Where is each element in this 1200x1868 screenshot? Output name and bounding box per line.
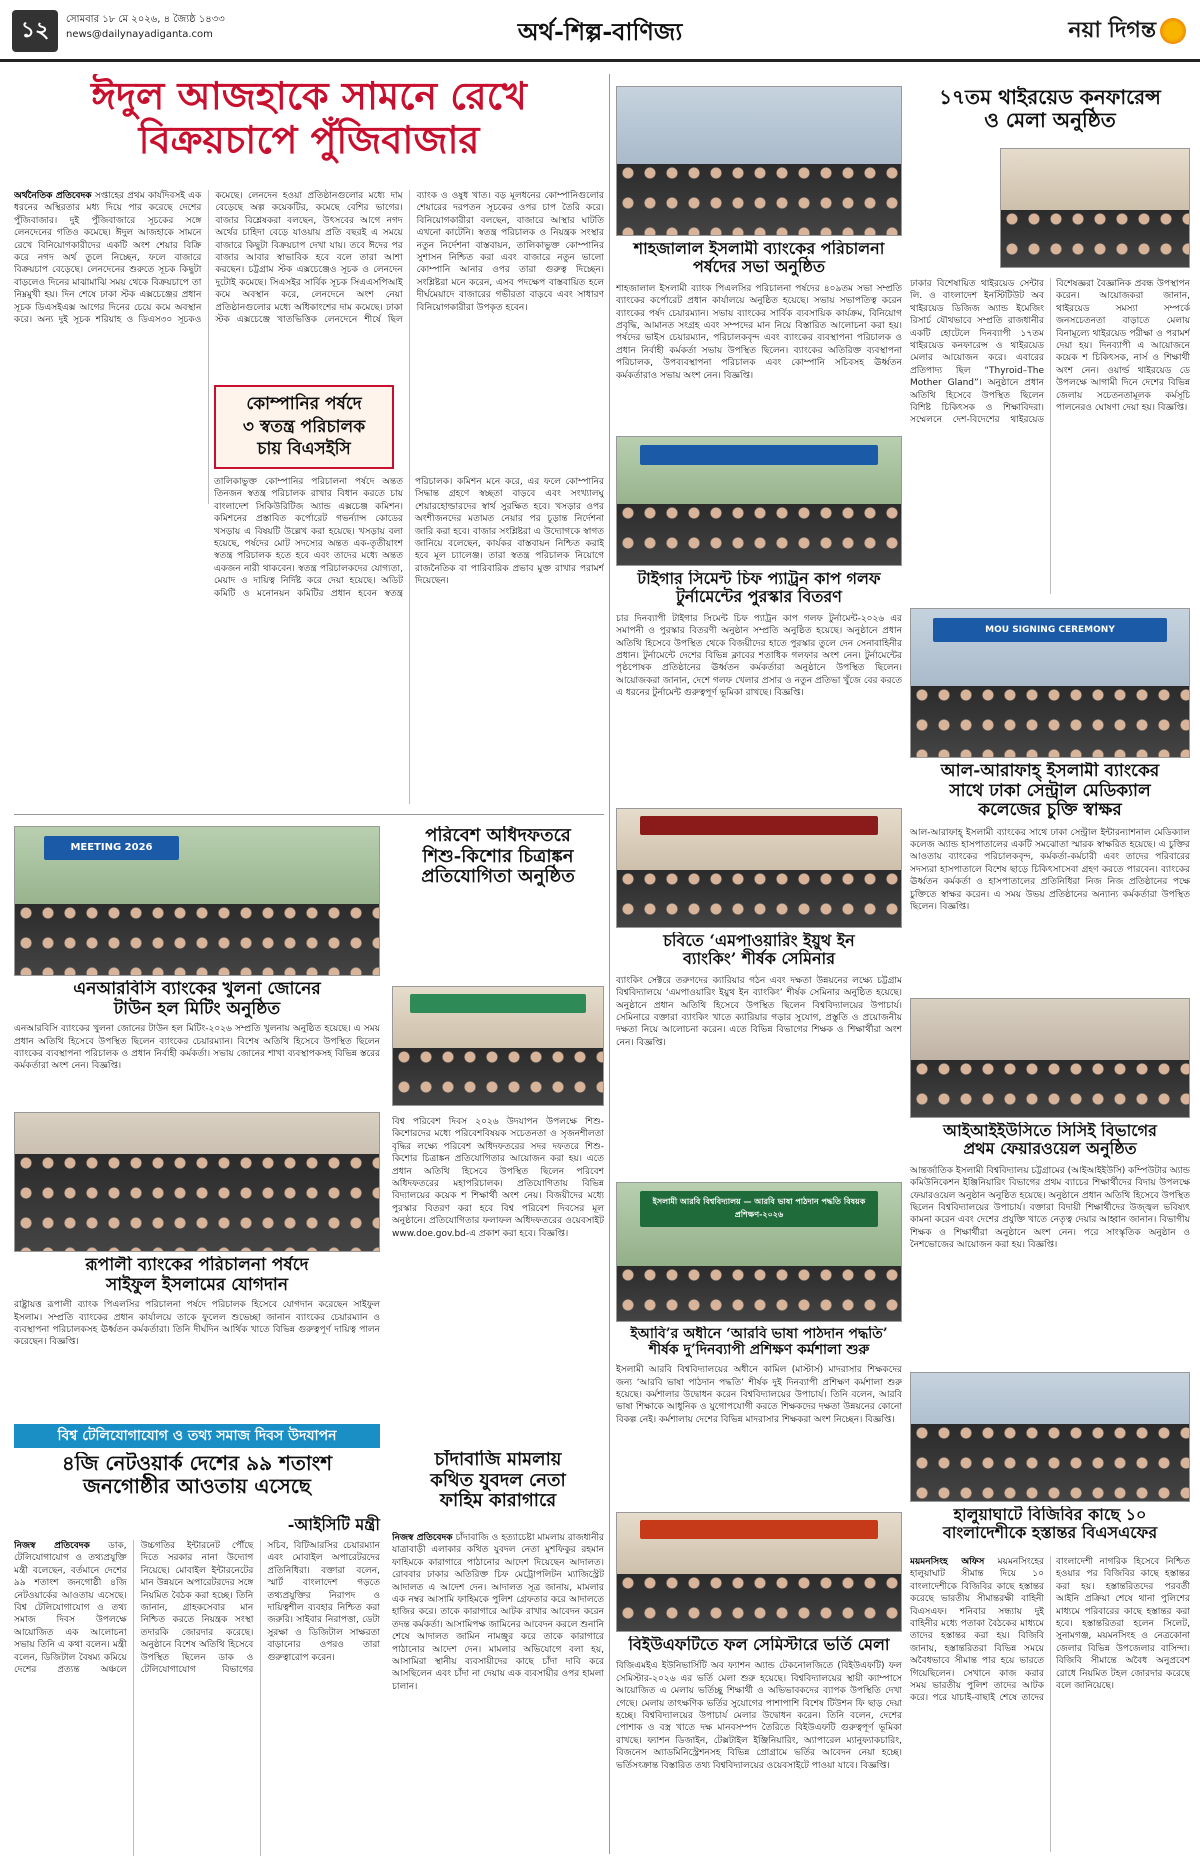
- nrbc-story: [14, 980, 380, 1106]
- bgb-headline-line2: বাংলাদেশীকে হস্তান্তর বিএসএফের: [942, 1523, 1158, 1543]
- alarafah-photo[interactable]: [910, 608, 1190, 758]
- shahjalal-headline[interactable]: [616, 240, 902, 277]
- thyroid-body: [910, 278, 1190, 594]
- lead-text: সপ্তাহের প্রথম কার্যদিবসই এক ধরনের অস্থিরতার মধ্য দিয়ে পার করেছে দেশের পুঁজিবাজার। দুই পুঁজিবাজারে সূচকের সঙ্গে লেনদেনের গতিও কমেছে। ঈদুল আজহাকে সামনে রেখে বিনিয়োগকারীদের একটি অংশ শেয়ার বিক্রি করে নগদ অর্থ তুলে নিচ্ছেন, ফলে বাজারে বিক্রয়চাপ বেড়েছে। লেনদেনের শুরুতে সূচক কিছুটা বাড়লেও দিনের মাঝামাঝি সময় থেকে বিক্রয়চাপে তা নিম্নমুখী হয়। দিন শেষে ঢাকা স্টক এক্সচেঞ্জের প্রধান সূচক ডিএসইএক্স আগের দিনের চেয়ে কমে অবস্থান করে। অন্য দুই সূচক শরিয়াহ ও ডিএস৩০ সূচকও কমেছে। লেনদেন হওয়া প্রতিষ্ঠানগুলোর মধ্যে দাম বেড়েছে অল্প কয়েকটির, কমেছে বেশির ভাগের। বাজার বিশ্লেষকরা বলছেন, উৎসবের আগে নগদ অর্থের চাহিদা বেড়ে যাওয়ায় প্রতি বছরই এ সময়ে বাজারে কিছুটা বিক্রয়চাপ দেখা যায়। তবে ঈদের পর বাজার আবার স্বাভাবিক হবে বলে তারা আশা করছেন। চট্টগ্রাম স্টক এক্সচেঞ্জেও সূচক ও লেনদেন দুটোই কমেছে। সিএসইর সার্বিক সূচক সিএএসপিআই কমে অবস্থান করে, লেনদেনে অংশ নেয়া প্রতিষ্ঠানগুলোর মধ্যে অধিকাংশের দাম কমেছে। ঢাকা স্টক এক্সচেঞ্জে খাতভিত্তিক লেনদেনে শীর্ষে ছিল ব্যাংক ও ওষুধ খাত। বড় মূলধনের কোম্পানিগুলোর শেয়ারের দরপতন সূচকের ওপর চাপ তৈরি করে। বিনিয়োগকারীরা বলছেন, বাজারে আস্থার ঘাটতি এখনো কাটেনি। স্বতন্ত্র পরিচালক ও নিয়ন্ত্রক সংস্থার নতুন নির্দেশনা বাস্তবায়ন, তালিকাভুক্ত কোম্পানির সুশাসন নিশ্চিত করা এবং বাজারে নতুন ভালো কোম্পানি আনার ওপর তারা গুরুত্ব দিচ্ছেন। সংশ্লিষ্টরা মনে করেন, এসব পদক্ষেপ বাস্তবায়িত হলে দীর্ঘমেয়াদে বাজারের গভীরতা বাড়বে এবং সাধারণ বিনিয়োগকারীরা উপকৃত হবেন।: [14, 191, 604, 326]
- lead-headline[interactable]: [14, 74, 604, 161]
- bgb-byline: ময়মনসিংহ অফিস: [910, 1557, 985, 1567]
- thyroid-headline-line1: ১৭তম থাইরয়েড কনফারেন্স: [939, 86, 1161, 109]
- page-number: ১২: [12, 10, 58, 52]
- buft-body: বিজিএমইএ ইউনিভার্সিটি অব ফ্যাশন অ্যান্ড টেকনোলজিতে (বিইউএফটি) ফল সেমিস্টার-২০২৬ এর ভর্তি মেলা শুরু হয়েছে। বিশ্ববিদ্যালয়ের স্থায়ী ক্যাম্পাসে আয়োজিত এ মেলায় ভর্তিচ্ছু শিক্ষার্থী ও অভিভাবকদের ব্যাপক উপস্থিতি দেখা গেছে। মেলায় তাৎক্ষণিক ভর্তির সুযোগের পাশাপাশি বিশেষ টিউশন ফি ছাড় দেয়া হচ্ছে। বিশ্ববিদ্যালয়ের উপাচার্য মেলার উদ্বোধন করেন। তিনি বলেন, দেশের পোশাক ও বস্ত্র খাতে দক্ষ মানবসম্পদ তৈরিতে বিইউএফটি গুরুত্বপূর্ণ ভূমিকা রাখছে। ফ্যাশন ডিজাইন, টেক্সটাইল ইঞ্জিনিয়ারিং, অ্যাপারেল ম্যানুফ্যাকচারিং, বিজনেস অ্যাডমিনিস্ট্রেশনসহ বিভিন্ন প্রোগ্রামে ভর্তির আবেদন নেয়া হচ্ছে। ভর্তিসংক্রান্ত বিস্তারিত তথ্য বিশ্ববিদ্যালয়ের ওয়েবসাইটে পাওয়া যাবে। বিজ্ঞপ্তি।: [616, 1661, 902, 1771]
- issue-date: সোমবার ১৮ মে ২০২৬, ৪ জ্যৈষ্ঠ ১৪৩৩: [66, 14, 225, 25]
- fahim-headline-line1: চাঁদাবাজি মামলায়: [434, 1450, 562, 1470]
- bgb-photo[interactable]: [910, 1372, 1190, 1502]
- tiger-story: [616, 570, 902, 802]
- thyroid-text: ঢাকার বিশেষায়িত থাইরয়েড সেন্টার লি. ও বাংলাদেশ ইনস্টিটিউট অব থাইরয়েড ডিজিজ অ্যান্ড ইমেজিং রিসার্চ যৌথভাবে সম্প্রতি রাজধানীর একটি হোটেলে দিনব্যাপী ১৭তম থাইরয়েড কনফারেন্স ও থাইরয়েড মেলার আয়োজন করে। এবারের প্রতিপাদ্য ছিল “Thyroid–The Mother Gland”। অনুষ্ঠানে প্রধান অতিথি হিসেবে উপস্থিত ছিলেন বিশিষ্ট চিকিৎসক ও শিক্ষাবিদরা। সম্মেলনে দেশ-বিদেশের থাইরয়েড বিশেষজ্ঞরা বৈজ্ঞানিক প্রবন্ধ উপস্থাপন করেন। আয়োজকরা জানান, থাইরয়েড সমস্যা সম্পর্কে জনসচেতনতা বাড়াতে মেলায় বিনামূল্যে থাইরয়েড পরীক্ষা ও পরামর্শ দেয়া হয়। দিনব্যাপী এ আয়োজনে কয়েক শ চিকিৎসক, নার্স ও শিক্ষার্থী অংশ নেন। ওয়ার্ল্ড থাইরয়েড ডে উপলক্ষে আগামী দিনে দেশের বিভিন্ন জেলায় সচেতনতামূলক কর্মসূচি পালনেরও ঘোষণা দেয়া হয়। বিজ্ঞপ্তি।: [910, 279, 1190, 426]
- rupali-photo[interactable]: [14, 1112, 380, 1252]
- telecom-headline[interactable]: [14, 1452, 380, 1498]
- contact-email[interactable]: news@dailynayadiganta.com: [66, 29, 213, 40]
- rupali-headline[interactable]: [14, 1256, 380, 1295]
- bgb-headline[interactable]: [910, 1506, 1190, 1543]
- thyroid-headline-line2: ও মেলা অনুষ্ঠিত: [984, 108, 1116, 132]
- tiger-photo[interactable]: [616, 436, 902, 566]
- environment-body: বিশ্ব পরিবেশ দিবস ২০২৬ উদযাপন উপলক্ষে শিশু-কিশোরদের মধ্যে পরিবেশবিষয়ক সচেতনতা ও সৃজনশীলতা বৃদ্ধির লক্ষ্যে পরিবেশ অধিদফতরের সদর দফতরে শিশু-কিশোর চিত্রাঙ্কন প্রতিযোগিতার আয়োজন করা হয়। এতে প্রধান অতিথি হিসেবে উপস্থিত ছিলেন পরিবেশ অধিদফতরের মহাপরিচালক। প্রতিযোগিতায় বিভিন্ন বিদ্যালয়ের কয়েক শ শিক্ষার্থী অংশ নেয়। বিজয়ীদের মধ্যে পুরস্কার বিতরণ করা হবে বিশ্ব পরিবেশ দিবসের মূল অনুষ্ঠানে। প্রতিযোগিতার ফলাফল অধিদফতরের ওয়েবসাইট www.doe.gov.bd-এ প্রকাশ করা হবে। বিজ্ঞপ্তি।: [392, 1117, 604, 1239]
- iiuc-body: আন্তর্জাতিক ইসলামী বিশ্ববিদ্যালয় চট্টগ্রামের (আইআইইউসি) কম্পিউটার অ্যান্ড কমিউনিকেশন ইঞ্জিনিয়ারিং বিভাগের প্রথম ব্যাচের শিক্ষার্থীদের বিদায় উপলক্ষে ফেয়ারওয়েল অনুষ্ঠান অনুষ্ঠিত হয়েছে। অনুষ্ঠানে প্রধান অতিথি হিসেবে উপস্থিত ছিলেন বিশ্ববিদ্যালয়ের উপাচার্য। বক্তারা বিদায়ী শিক্ষার্থীদের উজ্জ্বল ভবিষ্যৎ কামনা করেন এবং দেশের প্রযুক্তি খাতে নেতৃত্ব দেয়ার আহ্বান জানান। বিভাগীয় শিক্ষক ও শিক্ষার্থীরা অনুষ্ঠানে অংশ নেন। পরে সাংস্কৃতিক অনুষ্ঠান ও নৈশভোজের আয়োজন করা হয়। বিজ্ঞপ্তি।: [910, 1165, 1190, 1251]
- ctg-seminar-headline-line1: চবিতে ‘এমপাওয়ারিং ইয়ুথ ইন: [663, 932, 855, 950]
- environment-headline[interactable]: [392, 826, 604, 888]
- fahim-text: চাঁদাবাজি ও হত্যাচেষ্টা মামলায় রাজধানীর যাত্রাবাড়ী এলাকার কথিত যুবদল নেতা মুশফিকুর রহমান ফাহিমকে কারাগারে পাঠানোর আদেশ দিয়েছেন আদালত। রোববার ঢাকার অতিরিক্ত চিফ মেট্রোপলিটন ম্যাজিস্ট্রেট আদালত এ আদেশ দেন। আদালত সূত্র জানায়, মামলার এক নম্বর আসামি ফাহিমকে পুলিশ গ্রেফতার করে আদালতে হাজির করে। তাকে কারাগারে আটক রাখার আবেদন করেন তদন্ত কর্মকর্তা। আসামিপক্ষ জামিনের আবেদন করলে শুনানি শেষে আদালত জামিন নামঞ্জুর করে তাকে কারাগারে পাঠানোর আদেশ দেন। মামলার অভিযোগে বলা হয়, আসামিরা স্থানীয় ব্যবসায়ীদের কাছে চাঁদা দাবি করে আসছিলেন এবং চাঁদা না দেয়ায় এক ব্যবসায়ীর ওপর হামলা চালান।: [392, 1533, 604, 1692]
- alarafah-story: [910, 762, 1190, 992]
- alarafah-headline-line1: আল-আরাফাহ্ ইসলামী ব্যাংকের: [940, 762, 1160, 781]
- iabi-body: ইসলামী আরবি বিশ্ববিদ্যালয়ের অধীনে কামিল (মাস্টার্স) মাদরাসার শিক্ষকদের জন্য ‘আরবি ভাষা পাঠদান পদ্ধতি’ শীর্ষক দুই দিনব্যাপী প্রশিক্ষণ কর্মশালা শুরু হয়েছে। কর্মশালার উদ্বোধন করেন বিশ্ববিদ্যালয়ের উপাচার্য। তিনি বলেন, আরবি ভাষা শিক্ষাকে আধুনিক ও যুগোপযোগী করতে শিক্ষকদের দক্ষতা উন্নয়নের কোনো বিকল্প নেই। কর্মশালায় দেশের বিভিন্ন মাদরাসার শিক্ষকরা অংশ নিচ্ছেন। বিজ্ঞপ্তি।: [616, 1365, 902, 1425]
- buft-headline[interactable]: [616, 1636, 902, 1654]
- environment-headline-line1: পরিবেশ অধিদফতরে: [425, 826, 571, 846]
- section-divider: [14, 814, 604, 815]
- alarafah-headline[interactable]: [910, 762, 1190, 821]
- lead-byline: অর্থনৈতিক প্রতিবেদক: [14, 191, 92, 201]
- environment-story: [392, 826, 604, 1444]
- iiuc-headline-line1: আইআইইউসিতে সিসিই বিভাগের: [943, 1122, 1157, 1140]
- ctg-seminar-body: ব্যাংকিং সেক্টরে তরুণদের ক্যারিয়ার গঠন এবং দক্ষতা উন্নয়নের লক্ষ্যে চট্টগ্রাম বিশ্ববিদ্যালয়ে ‘এমপাওয়ারিং ইয়ুথ ইন ব্যাংকিং’ শীর্ষক সেমিনার অনুষ্ঠিত হয়েছে। অনুষ্ঠানে প্রধান অতিথি হিসেবে উপস্থিত ছিলেন বিশ্ববিদ্যালয়ের উপাচার্য। সেমিনারে বক্তারা ব্যাংকিং খাতে ক্যারিয়ার গড়ার সুযোগ, প্রস্তুতি ও প্রয়োজনীয় দক্ষতা নিয়ে আলোচনা করেন। এতে বিভিন্ন বিভাগের শিক্ষক ও শিক্ষার্থীরা অংশ নেন। বিজ্ঞপ্তি।: [616, 975, 902, 1048]
- column-divider: [609, 74, 610, 1854]
- shahjalal-photo[interactable]: [616, 86, 902, 236]
- shahjalal-body: শাহজালাল ইসলামী ব্যাংক পিএলসির পরিচালনা পর্ষদের ৪০৯তম সভা সম্প্রতি ব্যাংকের কর্পোরেট প্রধান কার্যালয়ে অনুষ্ঠিত হয়েছে। সভায় সভাপতিত্ব করেন ব্যাংকের পর্ষদ চেয়ারম্যান। সভায় ব্যাংকের সার্বিক ব্যবসায়িক কার্যক্রম, বিনিয়োগ প্রবৃদ্ধি, আমানত সংগ্রহ এবং সম্পদের মান নিয়ে বিস্তারিত আলোচনা করা হয়। পর্ষদের ভাইস চেয়ারম্যান, পরিচালকবৃন্দ এবং ব্যাংকের ব্যবস্থাপনা পরিচালক ও প্রধান নির্বাহী কর্মকর্তা সভায় উপস্থিত ছিলেন। ব্যাংকের অতিরিক্ত ব্যবস্থাপনা পরিচালক, উপব্যবস্থাপনা পরিচালক এবং কোম্পানি সচিবসহ ঊর্ধ্বতন কর্মকর্তারাও সভায় অংশ নেন। বিজ্ঞপ্তি।: [616, 283, 902, 381]
- iiuc-photo[interactable]: [910, 998, 1190, 1118]
- bgb-headline-line1: হালুয়াঘাটে বিজিবির কাছে ১০: [953, 1506, 1147, 1524]
- iiuc-headline-line2: প্রথম ফেয়ারওয়েল অনুষ্ঠিত: [963, 1139, 1137, 1159]
- buft-story: [616, 1636, 902, 1856]
- fahim-byline: নিজস্ব প্রতিবেদক: [392, 1533, 453, 1543]
- nrbc-body: এনআরবিসি ব্যাংকের খুলনা জোনের টাউন হল মিটিং-২০২৬ সম্প্রতি খুলনায় অনুষ্ঠিত হয়েছে। এ সময় প্রধান অতিথি হিসেবে উপস্থিত ছিলেন ব্যাংকের চেয়ারম্যান। বিশেষ অতিথি হিসেবে উপস্থিত ছিলেন ব্যাংকের ব্যবস্থাপনা পরিচালক ও প্রধান নির্বাহী কর্মকর্তা। সভায় জোনের শাখা ব্যবস্থাপকসহ বিভিন্ন স্তরের কর্মকর্তারা অংশ নেন। বিজ্ঞপ্তি।: [14, 1024, 380, 1072]
- shahjalal-story: [616, 240, 902, 430]
- nrbc-headline-line2: টাউন হল মিটিং অনুষ্ঠিত: [113, 998, 281, 1019]
- tiger-headline-line1: টাইগার সিমেন্ট চিফ প্যাট্রন কাপ গলফ: [637, 570, 881, 588]
- fahim-story: [392, 1450, 604, 1856]
- alarafah-headline-line2: সাথে ঢাকা সেন্ট্রাল মেডিক্যাল: [949, 780, 1151, 801]
- box-story-text: তালিকাভুক্ত কোম্পানির পরিচালনা পর্ষদে অন্তত তিনজন স্বতন্ত্র পরিচালক রাখার বিধান করতে চায় বাংলাদেশ সিকিউরিটিজ অ্যান্ড এক্সচেঞ্জ কমিশন। কমিশনের প্রস্তাবিত কর্পোরেট গভর্ন্যান্স কোডের খসড়ায় এ বিষয়টি উল্লেখ করা হয়েছে। খসড়ায় বলা হয়েছে, পর্ষদের মোট সদস্যের অন্তত এক-তৃতীয়াংশ স্বতন্ত্র পরিচালক হতে হবে এবং তাদের মধ্যে অন্তত একজন নারী থাকবেন। স্বতন্ত্র পরিচালকদের যোগ্যতা, মেয়াদ ও দায়িত্ব নির্দিষ্ট করে দেয়া হয়েছে। অডিট কমিটি ও মনোনয়ন কমিটির প্রধান হবেন স্বতন্ত্র পরিচালক। কমিশন মনে করে, এর ফলে কোম্পানির সিদ্ধান্ত গ্রহণে স্বচ্ছতা বাড়বে এবং সংখ্যালঘু শেয়ারহোল্ডারদের স্বার্থ সুরক্ষিত হবে। খসড়ার ওপর অংশীজনদের মতামত নেয়ার পর চূড়ান্ত নির্দেশনা জারি করা হবে। বাজার সংশ্লিষ্টরা এ উদ্যোগকে স্বাগত জানিয়ে বলেছেন, কার্যকর বাস্তবায়ন নিশ্চিত করাই হবে মূল চ্যালেঞ্জ। তারা স্বতন্ত্র পরিচালক নিয়োগে রাজনৈতিক বা পারিবারিক প্রভাব মুক্ত রাখার পরামর্শ দিয়েছেন।: [214, 477, 604, 599]
- fahim-body: [392, 1532, 604, 1852]
- fahim-headline-line2: কথিত যুবদল নেতা: [430, 1469, 566, 1491]
- iabi-headline[interactable]: [616, 1326, 902, 1358]
- shahjalal-headline-line1: শাহজালাল ইসলামী ব্যাংকের পরিচালনা: [633, 240, 885, 258]
- fahim-headline[interactable]: [392, 1450, 604, 1512]
- lead-headline-line1: ঈদুল আজহাকে সামনে রেখে: [91, 74, 527, 118]
- dateline: [66, 12, 225, 42]
- ctg-seminar-headline-line2: ব্যাংকিং’ শীর্ষক সেমিনার: [682, 949, 835, 969]
- newspaper-logo: [1036, 10, 1186, 52]
- environment-headline-line2: শিশু-কিশোর চিত্রাঙ্কন: [422, 845, 574, 867]
- iabi-headline-line2: শীর্ষক দু’দিনব্যাপী প্রশিক্ষণ কর্মশালা শুরু: [648, 1342, 870, 1359]
- rupali-story: [14, 1256, 380, 1416]
- fahim-headline-line3: ফাহিম কারাগারে: [439, 1490, 557, 1512]
- iabi-headline-line1: ইআবি’র অধীনে ‘আরবি ভাষা পাঠদান পদ্ধতি’: [630, 1326, 888, 1342]
- box-headline-line3: চায় বিএসইসি: [257, 439, 351, 460]
- nrbc-headline-line1: এনআরবিসি ব্যাংকের খুলনা জোনের: [73, 980, 321, 999]
- shahjalal-headline-line2: পর্ষদের সভা অনুষ্ঠিত: [692, 257, 825, 277]
- telecom-body: [14, 1540, 380, 1856]
- iabi-photo[interactable]: [616, 1182, 902, 1322]
- thyroid-headline[interactable]: [910, 86, 1190, 132]
- buft-headline-line1: বিইউএফটিতে ফল সেমিস্টারে ভর্তি মেলা: [628, 1636, 890, 1654]
- alarafah-body: আল-আরাফাহ্ ইসলামী ব্যাংকের সাথে ঢাকা সেন্ট্রাল ইন্টারন্যাশনাল মেডিক্যাল কলেজ অ্যান্ড হাসপাতালের একটি সমঝোতা স্মারক স্বাক্ষরিত হয়েছে। এ চুক্তির আওতায় ব্যাংকের পরিচালকবৃন্দ, কর্মকর্তা-কর্মচারী এবং তাদের পরিবারের সদস্যরা হাসপাতালে বিশেষ ছাড়ে চিকিৎসাসেবা গ্রহণ করতে পারবেন। ব্যাংকের ঊর্ধ্বতন কর্মকর্তা ও হাসপাতালের প্রতিনিধিরা নিজ নিজ প্রতিষ্ঠানের পক্ষে চুক্তিতে স্বাক্ষর করেন। এ সময় উভয় প্রতিষ্ঠানের অন্যান্য কর্মকর্তারা উপস্থিত ছিলেন। বিজ্ঞপ্তি।: [910, 827, 1190, 913]
- telecom-headline-line1: ৪জি নেটওয়ার্ক দেশের ৯৯ শতাংশ: [61, 1452, 333, 1475]
- iabi-banner: ইসলামী আরবি বিশ্ববিদ্যালয় — আরবি ভাষা পাঠদান পদ্ধতি বিষয়ক প্রশিক্ষণ-২০২৬: [640, 1191, 879, 1227]
- box-headline-line2: ৩ স্বতন্ত্র পরিচালক: [242, 416, 366, 437]
- box-story-headline[interactable]: [214, 385, 394, 469]
- tiger-headline-line2: টুর্নামেন্টের পুরস্কার বিতরণ: [676, 587, 842, 607]
- nrbc-headline[interactable]: [14, 980, 380, 1019]
- mou-banner: MOU SIGNING CEREMONY: [933, 618, 1167, 642]
- rupali-headline-line1: রূপালী ব্যাংকের পরিচালনা পর্ষদে: [85, 1256, 309, 1275]
- page-masthead: [0, 0, 1200, 62]
- box-headline-line1: কোম্পানির পর্ষদে: [246, 393, 362, 414]
- ctg-seminar-headline[interactable]: [616, 932, 902, 969]
- environment-headline-line3: প্রতিযোগিতা অনুষ্ঠিত: [421, 866, 575, 888]
- buft-photo[interactable]: [616, 1512, 902, 1632]
- environment-photo[interactable]: [392, 986, 604, 1106]
- nrbc-photo[interactable]: [14, 826, 380, 976]
- bgb-body: [910, 1556, 1190, 1852]
- telecom-text: ডাক, টেলিযোগাযোগ ও তথ্যপ্রযুক্তি মন্ত্রী বলেছেন, বর্তমানে দেশের ৯৯ শতাংশ জনগোষ্ঠী ৪জি নেটওয়ার্কের আওতায় এসেছে। বিশ্ব টেলিযোগাযোগ ও তথ্য সমাজ দিবস উপলক্ষে আয়োজিত এক আলোচনা সভায় তিনি এ কথা বলেন। মন্ত্রী বলেন, ডিজিটাল বৈষম্য কমিয়ে দেশের প্রত্যন্ত অঞ্চলে উচ্চগতির ইন্টারনেট পৌঁছে দিতে সরকার নানা উদ্যোগ নিয়েছে। মোবাইল ইন্টারনেটের মান উন্নয়নে অপারেটরদের সঙ্গে নিয়মিত বৈঠক করা হচ্ছে। তিনি জানান, গ্রাহকসেবার মান নিশ্চিত করতে নিয়ন্ত্রক সংস্থা তদারকি জোরদার করেছে। অনুষ্ঠানে বিশেষ অতিথি হিসেবে উপস্থিত ছিলেন ডাক ও টেলিযোগাযোগ বিভাগের সচিব, বিটিআরসির চেয়ারম্যান এবং মোবাইল অপারেটরদের প্রতিনিধিরা। বক্তারা বলেন, স্মার্ট বাংলাদেশ গড়তে তথ্যপ্রযুক্তির নিরাপদ ও দায়িত্বশীল ব্যবহার নিশ্চিত করা জরুরি। সাইবার নিরাপত্তা, ডেটা সুরক্ষা ও ডিজিটাল সাক্ষরতা বাড়ানোর ওপরও তারা গুরুত্বারোপ করেন।: [14, 1541, 380, 1676]
- ctg-seminar-photo[interactable]: [616, 808, 902, 928]
- ctg-seminar-story: [616, 932, 902, 1176]
- bgb-story: [910, 1506, 1190, 1856]
- tiger-headline[interactable]: [616, 570, 902, 607]
- rupali-body: রাষ্ট্রায়ত্ত রূপালী ব্যাংক পিএলসির পরিচালনা পর্ষদে পরিচালক হিসেবে যোগদান করেছেন সাইফুল ইসলাম। সম্প্রতি ব্যাংকের প্রধান কার্যালয়ে তাকে ফুলেল শুভেচ্ছা জানান ব্যাংকের চেয়ারম্যান ও ব্যবস্থাপনা পরিচালকসহ ঊর্ধ্বতন কর্মকর্তারা। তিনি দীর্ঘদিন আর্থিক খাতে বিভিন্ন গুরুত্বপূর্ণ দায়িত্ব পালন করেছেন। বিজ্ঞপ্তি।: [14, 1300, 380, 1348]
- sun-icon: [1160, 18, 1186, 44]
- rupali-headline-line2: সাইফুল ইসলামের যোগদান: [106, 1274, 288, 1295]
- iiuc-story: [910, 1122, 1190, 1366]
- telecom-byline: নিজস্ব প্রতিবেদক: [14, 1541, 90, 1551]
- iabi-story: [616, 1326, 902, 1506]
- section-title: অর্থ-শিল্প-বাণিজ্য: [517, 17, 683, 46]
- box-story-body: [214, 476, 604, 804]
- bgb-text: ময়মনসিংহের হালুয়াঘাট সীমান্ত দিয়ে ১০ বাংলাদেশীকে বিজিবির কাছে হস্তান্তর করেছে ভারতীয় সীমান্তরক্ষী বাহিনী বিএসএফ। শনিবার সন্ধ্যায় দুই বাহিনীর মধ্যে পতাকা বৈঠকের মাধ্যমে তাদের হস্তান্তর করা হয়। বিজিবি জানায়, হস্তান্তরিতরা বিভিন্ন সময়ে অবৈধভাবে সীমান্ত পার হয়ে ভারতে গিয়েছিলেন। সেখানে কাজ করার সময় ভারতীয় পুলিশ তাদের আটক করে। পরে যাচাই-বাছাই শেষে তাদের বাংলাদেশী নাগরিক হিসেবে নিশ্চিত হওয়ার পর বিজিবির কাছে হস্তান্তর করা হয়। হস্তান্তরিতদের পরবর্তী আইনি প্রক্রিয়া শেষে থানা পুলিশের মাধ্যমে পরিবারের কাছে হস্তান্তর করা হবে। হস্তান্তরিতরা হলেন সিলেট, সুনামগঞ্জ, ময়মনসিংহ ও নেত্রকোনা জেলার বিভিন্ন উপজেলার বাসিন্দা। বিজিবি সীমান্তে অবৈধ অনুপ্রবেশ রোধে নিয়মিত টহল জোরদার করেছে বলে জানিয়েছে।: [910, 1557, 1190, 1704]
- alarafah-headline-line3: কলেজের চুক্তি স্বাক্ষর: [978, 800, 1122, 821]
- iiuc-headline[interactable]: [910, 1122, 1190, 1159]
- nrbc-banner: MEETING 2026: [44, 836, 179, 860]
- telecom-attribution: -আইসিটি মন্ত্রী: [287, 1515, 380, 1534]
- tiger-body: চার দিনব্যাপী টাইগার সিমেন্ট চিফ প্যাট্রন কাপ গলফ টুর্নামেন্ট-২০২৬ এর সমাপনী ও পুরস্কার বিতরণী অনুষ্ঠান সম্প্রতি অনুষ্ঠিত হয়েছে। অনুষ্ঠানে প্রধান অতিথি হিসেবে উপস্থিত থেকে বিজয়ীদের হাতে পুরস্কার তুলে দেন সেনাবাহিনীর প্রধান। টুর্নামেন্টে দেশের বিভিন্ন ক্লাবের শতাধিক গলফার অংশ নেন। টুর্নামেন্টের পৃষ্ঠপোষক প্রতিষ্ঠানের ঊর্ধ্বতন কর্মকর্তারা অনুষ্ঠানে উপস্থিত ছিলেন। আয়োজকরা জানান, দেশে গলফ খেলার প্রসার ও নতুন প্রতিভা খুঁজে বের করতে এ ধরনের টুর্নামেন্ট গুরুত্বপূর্ণ ভূমিকা রাখছে। বিজ্ঞপ্তি।: [616, 613, 902, 699]
- logo-text: নয়া দিগন্ত: [1068, 16, 1156, 43]
- lead-headline-line2: বিক্রয়চাপে পুঁজিবাজার: [138, 116, 480, 162]
- telecom-headline-line2: জনগোষ্ঠীর আওতায় এসেছে: [83, 1474, 311, 1498]
- thyroid-story: [910, 86, 1190, 598]
- telecom-tag: বিশ্ব টেলিযোগাযোগ ও তথ্য সমাজ দিবস উদযাপন: [14, 1424, 380, 1448]
- thyroid-photo[interactable]: [1000, 148, 1190, 268]
